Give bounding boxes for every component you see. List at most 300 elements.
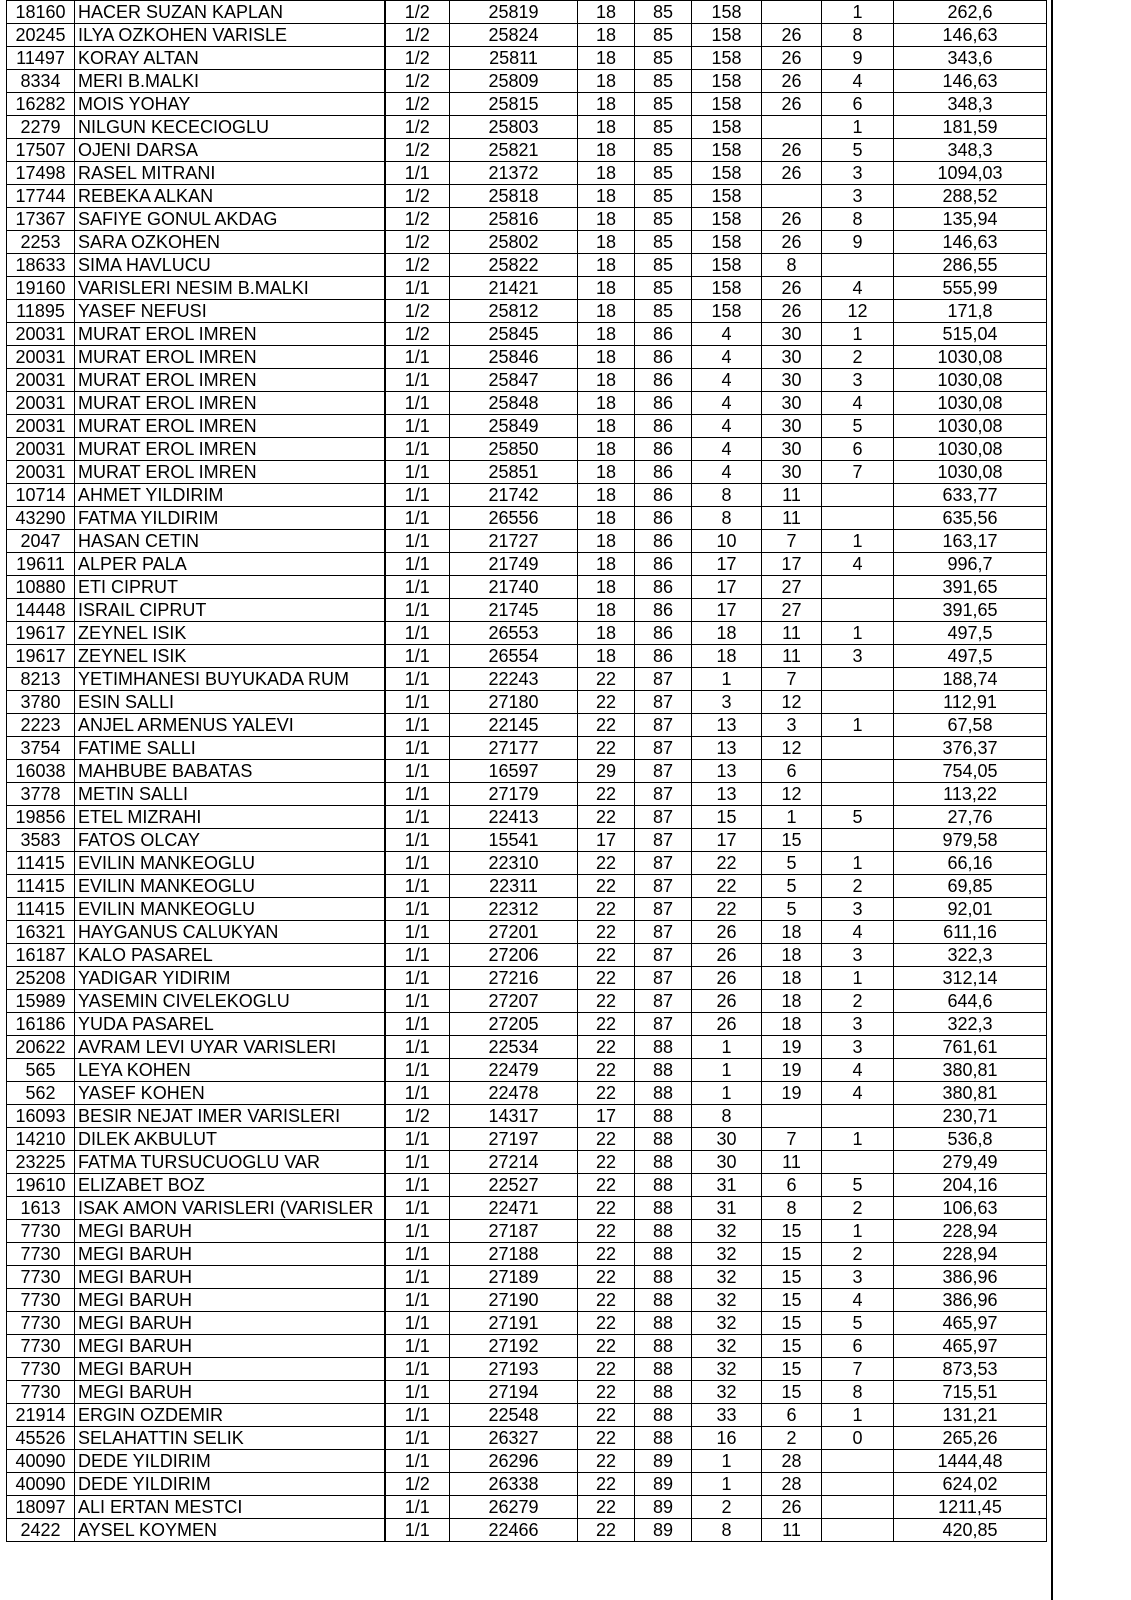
amount-cell: 146,63	[894, 70, 1047, 93]
sub-a-cell: 3	[762, 714, 822, 737]
owner-name-cell: MURAT EROL IMREN	[75, 415, 385, 438]
share-cell: 1/1	[385, 1174, 450, 1197]
sub-a-cell: 26	[762, 300, 822, 323]
lot-cell: 1	[692, 1059, 762, 1082]
lot-cell: 15	[692, 806, 762, 829]
record-id-cell: 14210	[7, 1128, 75, 1151]
island-cell: 86	[635, 576, 692, 599]
amount-cell: 1030,08	[894, 369, 1047, 392]
owner-name-cell: AHMET YILDIRIM	[75, 484, 385, 507]
record-id-cell: 16187	[7, 944, 75, 967]
record-id-cell: 23225	[7, 1151, 75, 1174]
table-row	[7, 1151, 1047, 1174]
record-id-cell: 16282	[7, 93, 75, 116]
island-cell: 86	[635, 461, 692, 484]
block-cell: 18	[578, 530, 635, 553]
sub-a-cell: 18	[762, 944, 822, 967]
sub-a-cell: 18	[762, 967, 822, 990]
sub-a-cell: 15	[762, 829, 822, 852]
share-cell: 1/1	[385, 530, 450, 553]
parcel-number-cell: 22548	[450, 1404, 578, 1427]
parcel-number-cell: 25802	[450, 231, 578, 254]
table-row	[7, 714, 1047, 737]
island-cell: 86	[635, 484, 692, 507]
amount-cell: 181,59	[894, 116, 1047, 139]
sub-a-cell: 26	[762, 162, 822, 185]
block-cell: 22	[578, 1289, 635, 1312]
parcel-number-cell: 25809	[450, 70, 578, 93]
parcel-number-cell: 21727	[450, 530, 578, 553]
lot-cell: 4	[692, 392, 762, 415]
share-cell: 1/1	[385, 829, 450, 852]
sub-b-cell: 4	[822, 1059, 894, 1082]
owner-name-cell: ZEYNEL ISIK	[75, 645, 385, 668]
owner-name-cell: MURAT EROL IMREN	[75, 461, 385, 484]
amount-cell: 69,85	[894, 875, 1047, 898]
island-cell: 85	[635, 162, 692, 185]
table-row	[7, 415, 1047, 438]
block-cell: 22	[578, 1036, 635, 1059]
table-row	[7, 645, 1047, 668]
share-cell: 1/1	[385, 760, 450, 783]
share-cell: 1/1	[385, 691, 450, 714]
lot-cell: 4	[692, 438, 762, 461]
sub-b-cell: 1	[822, 967, 894, 990]
sub-a-cell: 26	[762, 208, 822, 231]
table-row	[7, 1404, 1047, 1427]
parcel-number-cell: 27193	[450, 1358, 578, 1381]
lot-cell: 32	[692, 1381, 762, 1404]
record-id-cell: 43290	[7, 507, 75, 530]
island-cell: 86	[635, 438, 692, 461]
sub-a-cell: 6	[762, 760, 822, 783]
owner-name-cell: AVRAM LEVI UYAR VARISLERI	[75, 1036, 385, 1059]
table-row	[7, 1128, 1047, 1151]
share-cell: 1/1	[385, 1358, 450, 1381]
amount-cell: 312,14	[894, 967, 1047, 990]
share-cell: 1/2	[385, 231, 450, 254]
table-row	[7, 254, 1047, 277]
sub-b-cell: 4	[822, 1289, 894, 1312]
table-row	[7, 438, 1047, 461]
lot-cell: 26	[692, 944, 762, 967]
sub-b-cell	[822, 507, 894, 530]
owner-name-cell: MURAT EROL IMREN	[75, 369, 385, 392]
share-cell: 1/2	[385, 1, 450, 24]
sub-a-cell: 18	[762, 990, 822, 1013]
record-id-cell: 7730	[7, 1312, 75, 1335]
sub-b-cell	[822, 599, 894, 622]
sub-a-cell: 26	[762, 231, 822, 254]
block-cell: 18	[578, 576, 635, 599]
block-cell: 22	[578, 1473, 635, 1496]
table-row	[7, 1082, 1047, 1105]
sub-b-cell	[822, 737, 894, 760]
table-row	[7, 691, 1047, 714]
sub-a-cell: 26	[762, 277, 822, 300]
parcel-number-cell: 27180	[450, 691, 578, 714]
lot-cell: 32	[692, 1312, 762, 1335]
block-cell: 18	[578, 300, 635, 323]
table-row	[7, 369, 1047, 392]
share-cell: 1/1	[385, 1381, 450, 1404]
lot-cell: 158	[692, 185, 762, 208]
table-row	[7, 185, 1047, 208]
owner-name-cell: ETI CIPRUT	[75, 576, 385, 599]
share-cell: 1/2	[385, 254, 450, 277]
share-cell: 1/1	[385, 806, 450, 829]
owner-name-cell: ANJEL ARMENUS YALEVI	[75, 714, 385, 737]
sub-b-cell: 9	[822, 231, 894, 254]
sub-b-cell	[822, 783, 894, 806]
parcel-number-cell: 27205	[450, 1013, 578, 1036]
share-cell: 1/1	[385, 277, 450, 300]
table-row	[7, 47, 1047, 70]
table-row	[7, 1473, 1047, 1496]
record-id-cell: 7730	[7, 1289, 75, 1312]
record-id-cell: 20031	[7, 438, 75, 461]
block-cell: 18	[578, 254, 635, 277]
island-cell: 87	[635, 967, 692, 990]
share-cell: 1/1	[385, 553, 450, 576]
table-body	[7, 1, 1047, 1542]
lot-cell: 4	[692, 346, 762, 369]
island-cell: 86	[635, 346, 692, 369]
sub-b-cell: 6	[822, 93, 894, 116]
amount-cell: 515,04	[894, 323, 1047, 346]
block-cell: 22	[578, 1496, 635, 1519]
island-cell: 89	[635, 1496, 692, 1519]
sub-a-cell: 15	[762, 1266, 822, 1289]
sub-a-cell: 26	[762, 24, 822, 47]
island-cell: 88	[635, 1289, 692, 1312]
table-row	[7, 1036, 1047, 1059]
lot-cell: 30	[692, 1128, 762, 1151]
owner-name-cell: REBEKA ALKAN	[75, 185, 385, 208]
parcel-number-cell: 22466	[450, 1519, 578, 1542]
island-cell: 88	[635, 1427, 692, 1450]
block-cell: 18	[578, 438, 635, 461]
record-id-cell: 20031	[7, 415, 75, 438]
owner-name-cell: HASAN CETIN	[75, 530, 385, 553]
sub-b-cell: 1	[822, 714, 894, 737]
share-cell: 1/1	[385, 1013, 450, 1036]
share-cell: 1/1	[385, 1450, 450, 1473]
sub-b-cell: 1	[822, 1220, 894, 1243]
table-row	[7, 1220, 1047, 1243]
amount-cell: 343,6	[894, 47, 1047, 70]
block-cell: 22	[578, 1174, 635, 1197]
sub-a-cell: 19	[762, 1036, 822, 1059]
share-cell: 1/2	[385, 47, 450, 70]
amount-cell: 611,16	[894, 921, 1047, 944]
share-cell: 1/2	[385, 93, 450, 116]
record-id-cell: 16038	[7, 760, 75, 783]
island-cell: 88	[635, 1404, 692, 1427]
sub-b-cell: 6	[822, 438, 894, 461]
amount-cell: 1094,03	[894, 162, 1047, 185]
parcel-number-cell: 26279	[450, 1496, 578, 1519]
share-cell: 1/1	[385, 1496, 450, 1519]
sub-b-cell: 4	[822, 392, 894, 415]
lot-cell: 8	[692, 1519, 762, 1542]
block-cell: 22	[578, 967, 635, 990]
amount-cell: 163,17	[894, 530, 1047, 553]
table-row	[7, 162, 1047, 185]
amount-cell: 146,63	[894, 231, 1047, 254]
amount-cell: 979,58	[894, 829, 1047, 852]
island-cell: 87	[635, 875, 692, 898]
sub-a-cell: 15	[762, 1243, 822, 1266]
record-id-cell: 3778	[7, 783, 75, 806]
record-id-cell: 3754	[7, 737, 75, 760]
share-cell: 1/1	[385, 392, 450, 415]
block-cell: 22	[578, 898, 635, 921]
share-cell: 1/1	[385, 783, 450, 806]
owner-name-cell: YUDA PASAREL	[75, 1013, 385, 1036]
block-cell: 22	[578, 1358, 635, 1381]
amount-cell: 465,97	[894, 1312, 1047, 1335]
block-cell: 22	[578, 875, 635, 898]
table-row	[7, 1174, 1047, 1197]
owner-name-cell: BESIR NEJAT IMER VARISLERI	[75, 1105, 385, 1128]
parcel-number-cell: 22243	[450, 668, 578, 691]
island-cell: 88	[635, 1220, 692, 1243]
share-cell: 1/1	[385, 1427, 450, 1450]
owner-name-cell: FATMA YILDIRIM	[75, 507, 385, 530]
sub-b-cell	[822, 576, 894, 599]
share-cell: 1/1	[385, 622, 450, 645]
owner-name-cell: ILYA OZKOHEN VARISLE	[75, 24, 385, 47]
block-cell: 22	[578, 1266, 635, 1289]
table-row	[7, 944, 1047, 967]
parcel-number-cell: 21740	[450, 576, 578, 599]
amount-cell: 633,77	[894, 484, 1047, 507]
record-id-cell: 1613	[7, 1197, 75, 1220]
table-row	[7, 875, 1047, 898]
table-row	[7, 1, 1047, 24]
share-cell: 1/1	[385, 714, 450, 737]
table-row	[7, 323, 1047, 346]
record-id-cell: 11415	[7, 852, 75, 875]
lot-cell: 158	[692, 231, 762, 254]
owner-name-cell: KALO PASAREL	[75, 944, 385, 967]
block-cell: 18	[578, 599, 635, 622]
record-id-cell: 10714	[7, 484, 75, 507]
lot-cell: 31	[692, 1197, 762, 1220]
lot-cell: 2	[692, 1496, 762, 1519]
parcel-number-cell: 22479	[450, 1059, 578, 1082]
parcel-number-cell: 22478	[450, 1082, 578, 1105]
sub-b-cell: 1	[822, 1404, 894, 1427]
block-cell: 22	[578, 1082, 635, 1105]
owner-name-cell: MEGI BARUH	[75, 1335, 385, 1358]
amount-cell: 92,01	[894, 898, 1047, 921]
block-cell: 17	[578, 1105, 635, 1128]
share-cell: 1/1	[385, 162, 450, 185]
table-row	[7, 277, 1047, 300]
owner-name-cell: MERI B.MALKI	[75, 70, 385, 93]
amount-cell: 131,21	[894, 1404, 1047, 1427]
table-row	[7, 1105, 1047, 1128]
share-cell: 1/1	[385, 1197, 450, 1220]
lot-cell: 158	[692, 139, 762, 162]
amount-cell: 380,81	[894, 1082, 1047, 1105]
share-cell: 1/2	[385, 185, 450, 208]
record-id-cell: 7730	[7, 1243, 75, 1266]
record-id-cell: 11497	[7, 47, 75, 70]
lot-cell: 13	[692, 760, 762, 783]
sub-b-cell	[822, 1496, 894, 1519]
parcel-number-cell: 25847	[450, 369, 578, 392]
owner-name-cell: SIMA HAVLUCU	[75, 254, 385, 277]
record-id-cell: 7730	[7, 1220, 75, 1243]
island-cell: 86	[635, 507, 692, 530]
sub-a-cell: 8	[762, 1197, 822, 1220]
share-cell: 1/1	[385, 1404, 450, 1427]
sub-a-cell: 15	[762, 1312, 822, 1335]
sub-b-cell: 8	[822, 208, 894, 231]
island-cell: 88	[635, 1151, 692, 1174]
sub-b-cell: 3	[822, 185, 894, 208]
block-cell: 22	[578, 1059, 635, 1082]
island-cell: 87	[635, 668, 692, 691]
parcel-number-cell: 21749	[450, 553, 578, 576]
share-cell: 1/1	[385, 990, 450, 1013]
record-id-cell: 19856	[7, 806, 75, 829]
block-cell: 22	[578, 737, 635, 760]
island-cell: 88	[635, 1197, 692, 1220]
sub-b-cell: 1	[822, 622, 894, 645]
lot-cell: 158	[692, 93, 762, 116]
parcel-number-cell: 27192	[450, 1335, 578, 1358]
island-cell: 88	[635, 1105, 692, 1128]
sub-a-cell: 26	[762, 93, 822, 116]
lot-cell: 33	[692, 1404, 762, 1427]
lot-cell: 158	[692, 208, 762, 231]
record-id-cell: 10880	[7, 576, 75, 599]
sub-b-cell	[822, 1105, 894, 1128]
sub-b-cell	[822, 691, 894, 714]
lot-cell: 158	[692, 24, 762, 47]
lot-cell: 17	[692, 599, 762, 622]
sub-a-cell: 7	[762, 668, 822, 691]
record-id-cell: 2223	[7, 714, 75, 737]
sub-b-cell: 1	[822, 1128, 894, 1151]
lot-cell: 22	[692, 875, 762, 898]
island-cell: 85	[635, 24, 692, 47]
table-row	[7, 139, 1047, 162]
owner-name-cell: FATIME SALLI	[75, 737, 385, 760]
table-row	[7, 1312, 1047, 1335]
table-row	[7, 1427, 1047, 1450]
sub-a-cell: 30	[762, 346, 822, 369]
table-row	[7, 461, 1047, 484]
table-row	[7, 1519, 1047, 1542]
parcel-number-cell: 27197	[450, 1128, 578, 1151]
parcel-number-cell: 22312	[450, 898, 578, 921]
parcel-number-cell: 22310	[450, 852, 578, 875]
record-id-cell: 11415	[7, 898, 75, 921]
share-cell: 1/1	[385, 415, 450, 438]
table-row	[7, 484, 1047, 507]
amount-cell: 67,58	[894, 714, 1047, 737]
table-row	[7, 1496, 1047, 1519]
parcel-number-cell: 22527	[450, 1174, 578, 1197]
island-cell: 88	[635, 1059, 692, 1082]
block-cell: 22	[578, 1243, 635, 1266]
sub-a-cell: 15	[762, 1358, 822, 1381]
sub-a-cell: 28	[762, 1473, 822, 1496]
sub-a-cell: 7	[762, 530, 822, 553]
sub-a-cell: 15	[762, 1381, 822, 1404]
amount-cell: 262,6	[894, 1, 1047, 24]
lot-cell: 158	[692, 277, 762, 300]
sub-a-cell: 26	[762, 47, 822, 70]
share-cell: 1/1	[385, 1036, 450, 1059]
owner-name-cell: DEDE YILDIRIM	[75, 1473, 385, 1496]
parcel-number-cell: 25819	[450, 1, 578, 24]
record-id-cell: 20031	[7, 323, 75, 346]
record-id-cell: 20622	[7, 1036, 75, 1059]
share-cell: 1/1	[385, 898, 450, 921]
share-cell: 1/1	[385, 507, 450, 530]
block-cell: 22	[578, 668, 635, 691]
sub-b-cell: 8	[822, 1381, 894, 1404]
share-cell: 1/1	[385, 875, 450, 898]
sub-b-cell: 5	[822, 415, 894, 438]
table-row	[7, 1059, 1047, 1082]
sub-b-cell: 2	[822, 346, 894, 369]
parcel-number-cell: 16597	[450, 760, 578, 783]
lot-cell: 158	[692, 47, 762, 70]
table-row	[7, 208, 1047, 231]
lot-cell: 32	[692, 1335, 762, 1358]
block-cell: 22	[578, 1151, 635, 1174]
block-cell: 29	[578, 760, 635, 783]
owner-name-cell: FATMA TURSUCUOGLU VAR	[75, 1151, 385, 1174]
block-cell: 17	[578, 829, 635, 852]
sub-a-cell: 8	[762, 254, 822, 277]
owner-name-cell: MEGI BARUH	[75, 1266, 385, 1289]
island-cell: 86	[635, 599, 692, 622]
amount-cell: 27,76	[894, 806, 1047, 829]
sub-a-cell: 5	[762, 875, 822, 898]
parcel-number-cell: 27189	[450, 1266, 578, 1289]
sub-a-cell: 26	[762, 1496, 822, 1519]
share-cell: 1/1	[385, 1289, 450, 1312]
record-id-cell: 20245	[7, 24, 75, 47]
amount-cell: 146,63	[894, 24, 1047, 47]
parcel-number-cell: 26338	[450, 1473, 578, 1496]
owner-name-cell: ZEYNEL ISIK	[75, 622, 385, 645]
island-cell: 87	[635, 691, 692, 714]
lot-cell: 13	[692, 714, 762, 737]
share-cell: 1/1	[385, 346, 450, 369]
amount-cell: 113,22	[894, 783, 1047, 806]
record-id-cell: 20031	[7, 392, 75, 415]
sub-a-cell: 27	[762, 599, 822, 622]
amount-cell: 188,74	[894, 668, 1047, 691]
amount-cell: 873,53	[894, 1358, 1047, 1381]
amount-cell: 376,37	[894, 737, 1047, 760]
table-row	[7, 70, 1047, 93]
amount-cell: 1030,08	[894, 346, 1047, 369]
parcel-number-cell: 22145	[450, 714, 578, 737]
parcel-number-cell: 27201	[450, 921, 578, 944]
island-cell: 88	[635, 1174, 692, 1197]
owner-name-cell: MURAT EROL IMREN	[75, 392, 385, 415]
